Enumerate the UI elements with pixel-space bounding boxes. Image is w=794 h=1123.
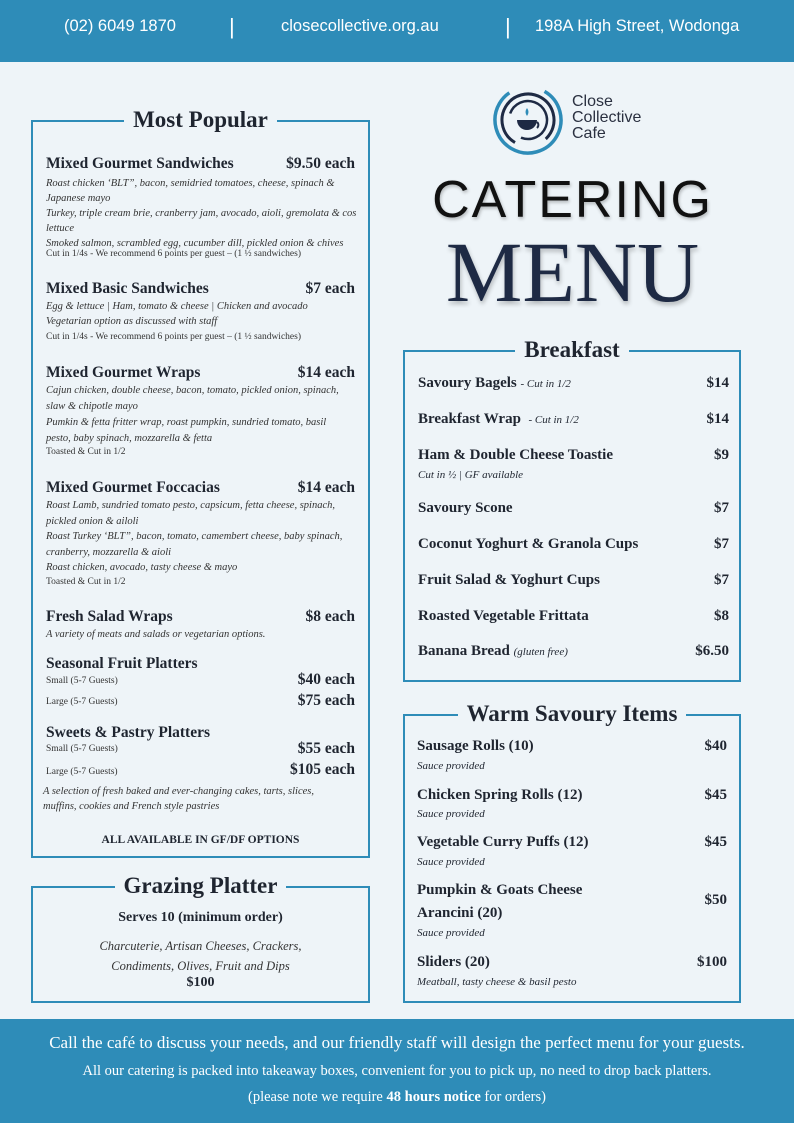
panel-title: Most Popular	[33, 107, 368, 133]
item-price: $100	[186, 975, 215, 990]
item-note: Cut in 1/4s - We recommend 6 points per guest – (1 ½ sandwiches)	[46, 332, 301, 342]
address: 198A High Street, Wodonga	[535, 17, 740, 35]
item-description: Charcuterie, Artisan Cheeses, Crackers, Condiments, Olives, Fruit and Dips	[99, 939, 302, 973]
menu-item: Roasted Vegetable Frittata	[418, 608, 589, 624]
menu-item: Coconut Yoghurt & Granola Cups	[418, 536, 639, 552]
item-price: $6.50	[695, 643, 729, 659]
size-option: Large (5-7 Guests)	[46, 697, 118, 707]
size-option: Large (5-7 Guests)	[46, 767, 118, 777]
item-name: Mixed Gourmet Foccacias	[46, 479, 220, 496]
menu-item: Savoury Bagels - Cut in 1/2	[418, 375, 571, 391]
footer-notice: (please note we require 48 hours notice for orders)	[248, 1089, 546, 1105]
menu-item: Vegetable Curry Puffs (12)	[417, 834, 589, 850]
item-note: Sauce provided	[417, 927, 485, 939]
item-description: A selection of fresh baked and ever-changing cakes, tarts, slices, muffins, cookies and French style pastries	[43, 786, 314, 812]
panel-title: Breakfast	[405, 337, 739, 363]
item-price: $14	[706, 411, 729, 427]
item-note: Sauce provided	[417, 808, 485, 820]
item-note: Meatball, tasty cheese & basil pesto	[417, 976, 577, 988]
menu-item: Breakfast Wrap - Cut in 1/2	[418, 411, 579, 427]
serves-info: Serves 10 (minimum order)	[118, 910, 283, 925]
warm-savoury-panel	[403, 701, 741, 1003]
item-price: $40 each	[297, 671, 355, 688]
menu-item: Sliders (20)	[417, 954, 490, 970]
menu-item: Sausage Rolls (10)	[417, 738, 534, 754]
separator: |	[505, 14, 511, 39]
item-price: $45	[704, 787, 727, 803]
item-name: Fresh Salad Wraps	[46, 608, 173, 625]
grazing-platter-panel	[31, 873, 370, 1003]
item-note: Cut in ½ | GF available	[418, 469, 524, 481]
item-description: Cajun chicken, double cheese, bacon, tomato, pickled onion, spinach, slaw & chipotle mayo Pumkin & fetta fritter wrap, roast pumpkin, sundried tomato, basil pesto, baby spinach, mozzarella & fetta	[46, 385, 339, 444]
item-price: $14	[706, 375, 729, 391]
item-name: Sweets & Pastry Platters	[46, 724, 210, 741]
menu-item: Savoury Scone	[418, 500, 513, 516]
item-price: $7 each	[305, 280, 355, 297]
item-name: Mixed Gourmet Sandwiches	[46, 155, 234, 172]
logo-wordmark: Close Collective Cafe	[572, 93, 642, 142]
coffee-cup-logo-icon	[492, 84, 564, 156]
item-price: $8	[714, 608, 729, 624]
item-price: $75 each	[297, 692, 355, 709]
breakfast-panel	[403, 337, 741, 682]
gf-df-note: ALL AVAILABLE IN GF/DF OPTIONS	[101, 834, 300, 846]
footer-line: All our catering is packed into takeaway boxes, convenient for you to pick up, no need to drop back platters.	[82, 1063, 712, 1079]
item-note: Toasted & Cut in 1/2	[46, 447, 126, 457]
panel-title: Grazing Platter	[33, 873, 368, 899]
item-note: Sauce provided	[417, 856, 485, 868]
item-price: $45	[704, 834, 727, 850]
size-option: Small (5-7 Guests)	[46, 676, 118, 686]
title-menu: MENU	[445, 224, 700, 320]
item-price: $9.50 each	[286, 155, 355, 172]
item-price: $9	[714, 447, 729, 463]
website-link[interactable]: closecollective.org.au	[281, 17, 439, 35]
item-name: Seasonal Fruit Platters	[46, 655, 198, 672]
top-contact-bar	[0, 0, 794, 62]
size-option: Small (5-7 Guests)	[46, 744, 118, 754]
menu-item-line2: Arancini (20)	[417, 905, 503, 921]
menu-item: Banana Bread (gluten free)	[418, 643, 568, 659]
item-name: Mixed Gourmet Wraps	[46, 364, 201, 381]
footer-line: Call the café to discuss your needs, and our friendly staff will design the perfect menu for your guests.	[49, 1033, 745, 1052]
title-catering: CATERING	[432, 171, 713, 229]
item-price: $14 each	[297, 364, 355, 381]
item-price: $55 each	[297, 740, 355, 757]
item-description: Egg & lettuce | Ham, tomato & cheese | Chicken and avocado Vegetarian option as discussed with staff	[46, 301, 308, 327]
item-price: $8 each	[305, 608, 355, 625]
item-description: Roast chicken ‘BLT”, bacon, semidried tomatoes, cheese, spinach & Japanese mayo Turkey, triple cream brie, cranberry jam, avocado, aioli, gremolata & cos lettuce Smoked salmon, scrambled egg, cucumber dill, pickled onion & chives	[46, 178, 357, 249]
menu-item: Pumpkin & Goats Cheese	[417, 882, 583, 898]
menu-item: Fruit Salad & Yoghurt Cups	[418, 572, 600, 588]
item-note: Sauce provided	[417, 760, 485, 772]
panel-title: Warm Savoury Items	[405, 701, 739, 727]
item-note: Toasted & Cut in 1/2	[46, 577, 126, 587]
separator: |	[229, 14, 235, 39]
item-note: Cut in 1/4s - We recommend 6 points per guest – (1 ½ sandwiches)	[46, 249, 301, 259]
item-price: $100	[697, 954, 727, 970]
menu-item: Ham & Double Cheese Toastie	[418, 447, 613, 463]
item-description: Roast Lamb, sundried tomato pesto, capsicum, fetta cheese, spinach, pickled onion & ailoli Roast Turkey ‘BLT”, bacon, tomato, camembert cheese, baby spinach, cranberry, mozzarella & aioli Roast chicken, avocado, tasty cheese & mayo	[46, 500, 343, 573]
item-price: $7	[714, 536, 729, 552]
item-name: Mixed Basic Sandwiches	[46, 280, 209, 297]
item-price: $7	[714, 500, 729, 516]
item-price: $14 each	[297, 479, 355, 496]
phone-number[interactable]: (02) 6049 1870	[64, 17, 176, 35]
menu-item: Chicken Spring Rolls (12)	[417, 787, 583, 803]
footer-banner	[0, 1019, 794, 1123]
item-price: $40	[704, 738, 727, 754]
item-price: $105 each	[289, 761, 355, 778]
item-description: A variety of meats and salads or vegetarian options.	[46, 629, 266, 640]
item-price: $7	[714, 572, 729, 588]
item-price: $50	[704, 892, 727, 908]
most-popular-panel	[31, 107, 370, 858]
